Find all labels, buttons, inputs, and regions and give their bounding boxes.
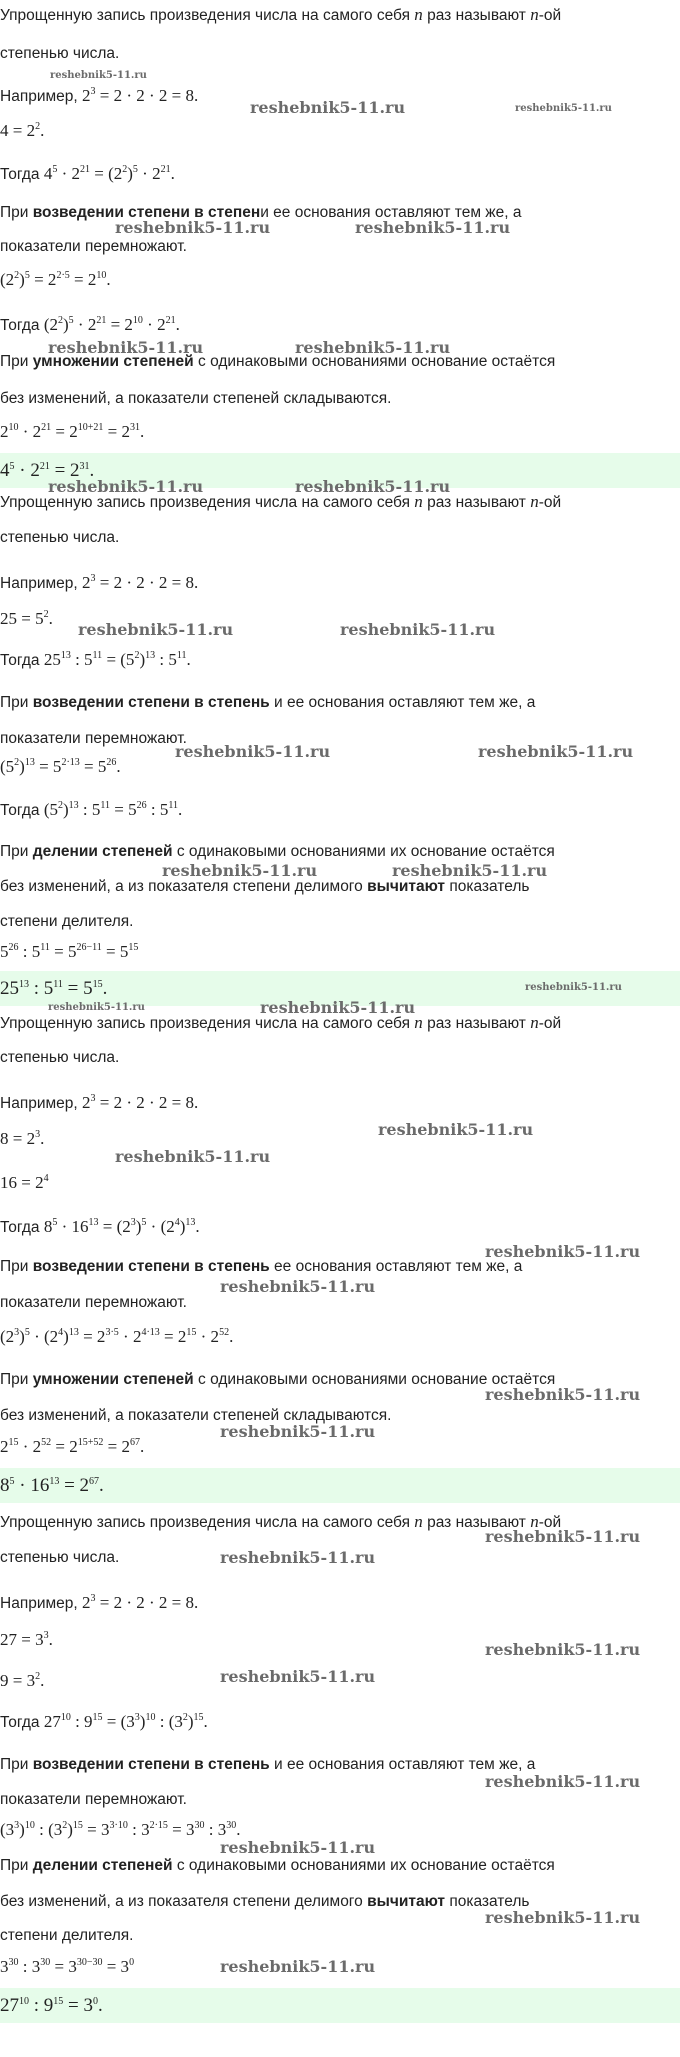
watermark: reshebnik5-11.ru [485, 1527, 641, 1546]
then-line: Тогда $(5^2)^{13}$ : $5^{11} = 5^{26}$ : $5^{11}$. [0, 800, 183, 819]
watermark: reshebnik5-11.ru [340, 620, 496, 639]
watermark: reshebnik5-11.ru [220, 1422, 376, 1441]
watermark: reshebnik5-11.ru [525, 982, 622, 993]
formula: $(5^2)^{13} = 5^{2\cdot 13} = 5^{26}$. [0, 757, 121, 776]
rule-divide-l3: степени делителя. [0, 1927, 134, 1944]
rule-divide: При делении степеней с одинаковыми основаниями их основание остаётся [0, 1857, 555, 1874]
intro-line-2: степенью числа. [0, 45, 120, 62]
watermark: reshebnik5-11.ru [115, 218, 271, 237]
watermark: reshebnik5-11.ru [485, 1640, 641, 1659]
rule-power: При возведении степени в степень ее основания оставляют тем же, а [0, 1258, 523, 1275]
then-line: Тогда $25^{13}$ : $5^{11} = (5^2)^{13}$ : $5^{11}$. [0, 650, 191, 669]
watermark: reshebnik5-11.ru [48, 1002, 145, 1013]
watermark: reshebnik5-11.ru [485, 1385, 641, 1404]
rule-multiply-l2: без изменений, а показатели степеней складываются. [0, 1407, 392, 1424]
intro-line-2: степенью числа. [0, 1049, 120, 1066]
example-line: Например, $2^3 = 2 \cdot 2 \cdot 2 = 8$. [0, 86, 199, 105]
then-line: Тогда $4^5 \cdot 2^{21} = (2^2)^5 \cdot 2^{21}$. [0, 164, 175, 183]
watermark: reshebnik5-11.ru [295, 477, 451, 496]
formula: $2^{10} \cdot 2^{21} = 2^{10+21} = 2^{31}$. [0, 422, 145, 441]
watermark: reshebnik5-11.ru [175, 742, 331, 761]
watermark: reshebnik5-11.ru [250, 98, 406, 117]
formula: $3^{30}$ : $3^{30} = 3^{30-30} = 3^0$ [0, 1957, 135, 1976]
rule-divide: При делении степеней с одинаковыми основаниями их основание остаётся [0, 843, 555, 860]
watermark: reshebnik5-11.ru [220, 1838, 376, 1857]
result-formula: $27^{10}$ : $9^{15} = 3^0$. [0, 1995, 103, 2016]
watermark: reshebnik5-11.ru [478, 742, 634, 761]
formula: $25 = 5^2$. [0, 609, 53, 628]
result-box [0, 1988, 680, 2023]
watermark: reshebnik5-11.ru [220, 1667, 376, 1686]
watermark: reshebnik5-11.ru [48, 338, 204, 357]
intro-line: Упрощенную запись произведения числа на самого себя n раз называют n-ой [0, 5, 562, 24]
watermark: reshebnik5-11.ru [485, 1908, 641, 1927]
formula: $27 = 3^3$. [0, 1630, 53, 1649]
rule-multiply: При умножении степеней с одинаковыми основаниями основание остаётся [0, 353, 556, 370]
rule-power-l2: показатели перемножают. [0, 1294, 187, 1311]
result-formula: $25^{13}$ : $5^{11} = 5^{15}$. [0, 978, 108, 999]
rule-divide-l2: без изменений, а из показателя степени делимого вычитают показатель [0, 878, 530, 895]
formula: $8 = 2^3$. [0, 1129, 45, 1148]
formula: $16 = 2^4$ [0, 1173, 49, 1192]
intro-line-2: степенью числа. [0, 1549, 120, 1566]
watermark: reshebnik5-11.ru [78, 620, 234, 639]
watermark: reshebnik5-11.ru [220, 1957, 376, 1976]
watermark: reshebnik5-11.ru [515, 103, 612, 114]
watermark: reshebnik5-11.ru [48, 477, 204, 496]
watermark: reshebnik5-11.ru [115, 1147, 271, 1166]
watermark: reshebnik5-11.ru [378, 1120, 534, 1139]
rule-divide-l2: без изменений, а из показателя степени делимого вычитают показатель [0, 1893, 530, 1910]
intro-line: Упрощенную запись произведения числа на самого себя n раз называют n-ой [0, 1013, 562, 1032]
watermark: reshebnik5-11.ru [260, 998, 416, 1017]
then-line: Тогда $8^5 \cdot 16^{13} = (2^3)^5 \cdot (2^4)^{13}$. [0, 1217, 200, 1236]
watermark: reshebnik5-11.ru [220, 1277, 376, 1296]
watermark: reshebnik5-11.ru [220, 1548, 376, 1567]
example-line: Например, $2^3 = 2 \cdot 2 \cdot 2 = 8$. [0, 1593, 199, 1612]
watermark: reshebnik5-11.ru [485, 1772, 641, 1791]
formula: $4 = 2^2$. [0, 121, 45, 140]
watermark: reshebnik5-11.ru [485, 1242, 641, 1261]
watermark: reshebnik5-11.ru [295, 338, 451, 357]
rule-power: При возведении степени в степени ее основания оставляют тем же, а [0, 204, 522, 221]
rule-power: При возведении степени в степень и ее основания оставляют тем же, а [0, 694, 536, 711]
rule-power-l2: показатели перемножают. [0, 730, 187, 747]
result-formula: $8^5 \cdot 16^{13} = 2^{67}$. [0, 1475, 104, 1496]
rule-multiply-l2: без изменений, а показатели степеней складываются. [0, 390, 392, 407]
result-formula: $4^5 \cdot 2^{21} = 2^{31}$. [0, 460, 95, 481]
watermark: reshebnik5-11.ru [392, 861, 548, 880]
watermark: reshebnik5-11.ru [355, 218, 511, 237]
formula: $5^{26}$ : $5^{11} = 5^{26-11} = 5^{15}$ [0, 942, 139, 961]
formula: $(2^2)^5 = 2^{2\cdot 5} = 2^{10}$. [0, 270, 111, 289]
formula: $2^{15} \cdot 2^{52} = 2^{15+52} = 2^{67}$. [0, 1437, 145, 1456]
formula: $(2^3)^5 \cdot (2^4)^{13} = 2^{3\cdot 5} \cdot 2^{4\cdot 13} = 2^{15} \cdot 2^{52}$. [0, 1327, 234, 1346]
then-line: Тогда $27^{10}$ : $9^{15} = (3^3)^{10}$ : $(3^2)^{15}$. [0, 1712, 208, 1731]
intro-line: Упрощенную запись произведения числа на самого себя n раз называют n-ой [0, 1512, 562, 1531]
formula: $(3^3)^{10}$ : $(3^2)^{15} = 3^{3\cdot 10}$ : $3^{2\cdot 15} = 3^{30}$ : $3^{30}$. [0, 1820, 241, 1839]
result-box [0, 1468, 680, 1503]
intro-line: Упрощенную запись произведения числа на самого себя n раз называют n-ой [0, 492, 562, 511]
rule-power: При возведении степени в степень и ее основания оставляют тем же, а [0, 1756, 536, 1773]
example-line: Например, $2^3 = 2 \cdot 2 \cdot 2 = 8$. [0, 1093, 199, 1112]
example-line: Например, $2^3 = 2 \cdot 2 \cdot 2 = 8$. [0, 573, 199, 592]
rule-divide-l3: степени делителя. [0, 913, 134, 930]
formula: $9 = 3^2$. [0, 1671, 45, 1690]
then-line: Тогда $(2^2)^5 \cdot 2^{21} = 2^{10} \cdot 2^{21}$. [0, 315, 180, 334]
watermark: reshebnik5-11.ru [162, 861, 318, 880]
intro-line-2: степенью числа. [0, 529, 120, 546]
watermark: reshebnik5-11.ru [50, 70, 147, 81]
rule-power-l2: показатели перемножают. [0, 238, 187, 255]
rule-multiply: При умножении степеней с одинаковыми основаниями основание остаётся [0, 1371, 556, 1388]
rule-power-l2: показатели перемножают. [0, 1791, 187, 1808]
